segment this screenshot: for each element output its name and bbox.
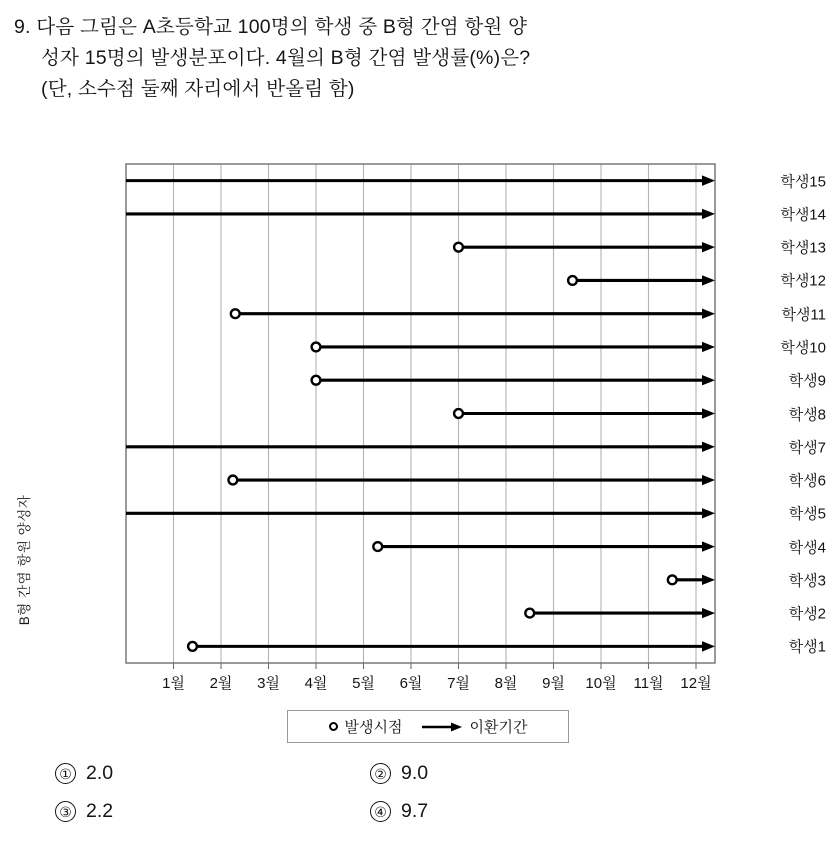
y-axis-title: B형 간염 항원 양성자	[17, 494, 32, 626]
choice-2-label: 9.0	[401, 762, 429, 784]
x-tick-label: 10월	[585, 675, 617, 692]
y-tick-label: 학생12	[780, 272, 826, 290]
question-line-3: (단, 소수점 둘째 자리에서 반올림 함)	[41, 78, 355, 100]
y-tick-label: 학생11	[781, 306, 826, 324]
y-tick-label: 학생7	[788, 439, 826, 457]
question-line-2: 성자 15명의 발생분포이다. 4월의 B형 간염 발생률(%)은?	[41, 47, 531, 69]
choice-1-label: 2.0	[86, 762, 114, 784]
circle-marker-icon	[329, 722, 338, 731]
y-tick-label: 학생13	[780, 239, 826, 257]
choice-2-number: ②	[370, 763, 391, 784]
x-tick-label: 12월	[680, 675, 712, 692]
chart-legend	[287, 710, 569, 743]
arrow-marker-icon	[421, 721, 463, 733]
chart-svg	[0, 150, 826, 690]
x-tick-label: 4월	[304, 675, 328, 692]
choice-1-number: ①	[55, 763, 76, 784]
legend-entry-duration	[421, 716, 528, 737]
choice-row-2	[0, 800, 826, 838]
choice-1[interactable]	[55, 762, 113, 785]
question-line-1: 9. 다음 그림은 A초등학교 100명의 학생 중 B형 간염 항원 양	[14, 16, 528, 38]
y-tick-label: 학생9	[788, 372, 826, 390]
y-tick-label: 학생6	[788, 472, 826, 490]
legend-label-onset: 발생시점	[344, 719, 403, 736]
x-tick-label: 1월	[162, 675, 185, 692]
choice-4-label: 9.7	[401, 800, 429, 822]
x-tick-label: 11월	[633, 675, 664, 692]
y-tick-label: 학생10	[780, 339, 826, 357]
choice-2[interactable]	[370, 762, 428, 785]
chart-figure	[0, 150, 826, 760]
x-tick-label: 6월	[399, 675, 423, 692]
choice-4[interactable]	[370, 800, 428, 823]
y-tick-label: 학생8	[788, 406, 826, 423]
choice-4-number: ④	[370, 801, 391, 822]
choice-3-number: ③	[55, 801, 76, 822]
plot-area	[0, 150, 826, 695]
y-tick-label: 학생4	[788, 539, 826, 557]
answer-choices	[0, 762, 826, 838]
legend-entry-onset	[329, 716, 403, 737]
y-tick-label: 학생15	[780, 173, 826, 191]
x-tick-label: 8월	[494, 675, 518, 692]
question-block	[14, 12, 814, 105]
x-tick-label: 9월	[542, 675, 565, 692]
x-tick-label: 5월	[352, 675, 375, 692]
x-tick-label: 7월	[447, 675, 470, 692]
y-tick-label: 학생1	[788, 638, 826, 656]
choice-3-label: 2.2	[86, 800, 114, 822]
choice-3[interactable]	[55, 800, 113, 823]
x-tick-label: 3월	[257, 675, 280, 692]
x-tick-label: 2월	[209, 675, 233, 692]
choice-row-1	[0, 762, 826, 800]
y-tick-label: 학생14	[780, 206, 826, 224]
y-tick-label: 학생2	[788, 605, 826, 623]
y-tick-label: 학생5	[788, 505, 826, 523]
y-tick-label: 학생3	[788, 572, 826, 590]
legend-label-duration: 이환기간	[469, 719, 528, 736]
